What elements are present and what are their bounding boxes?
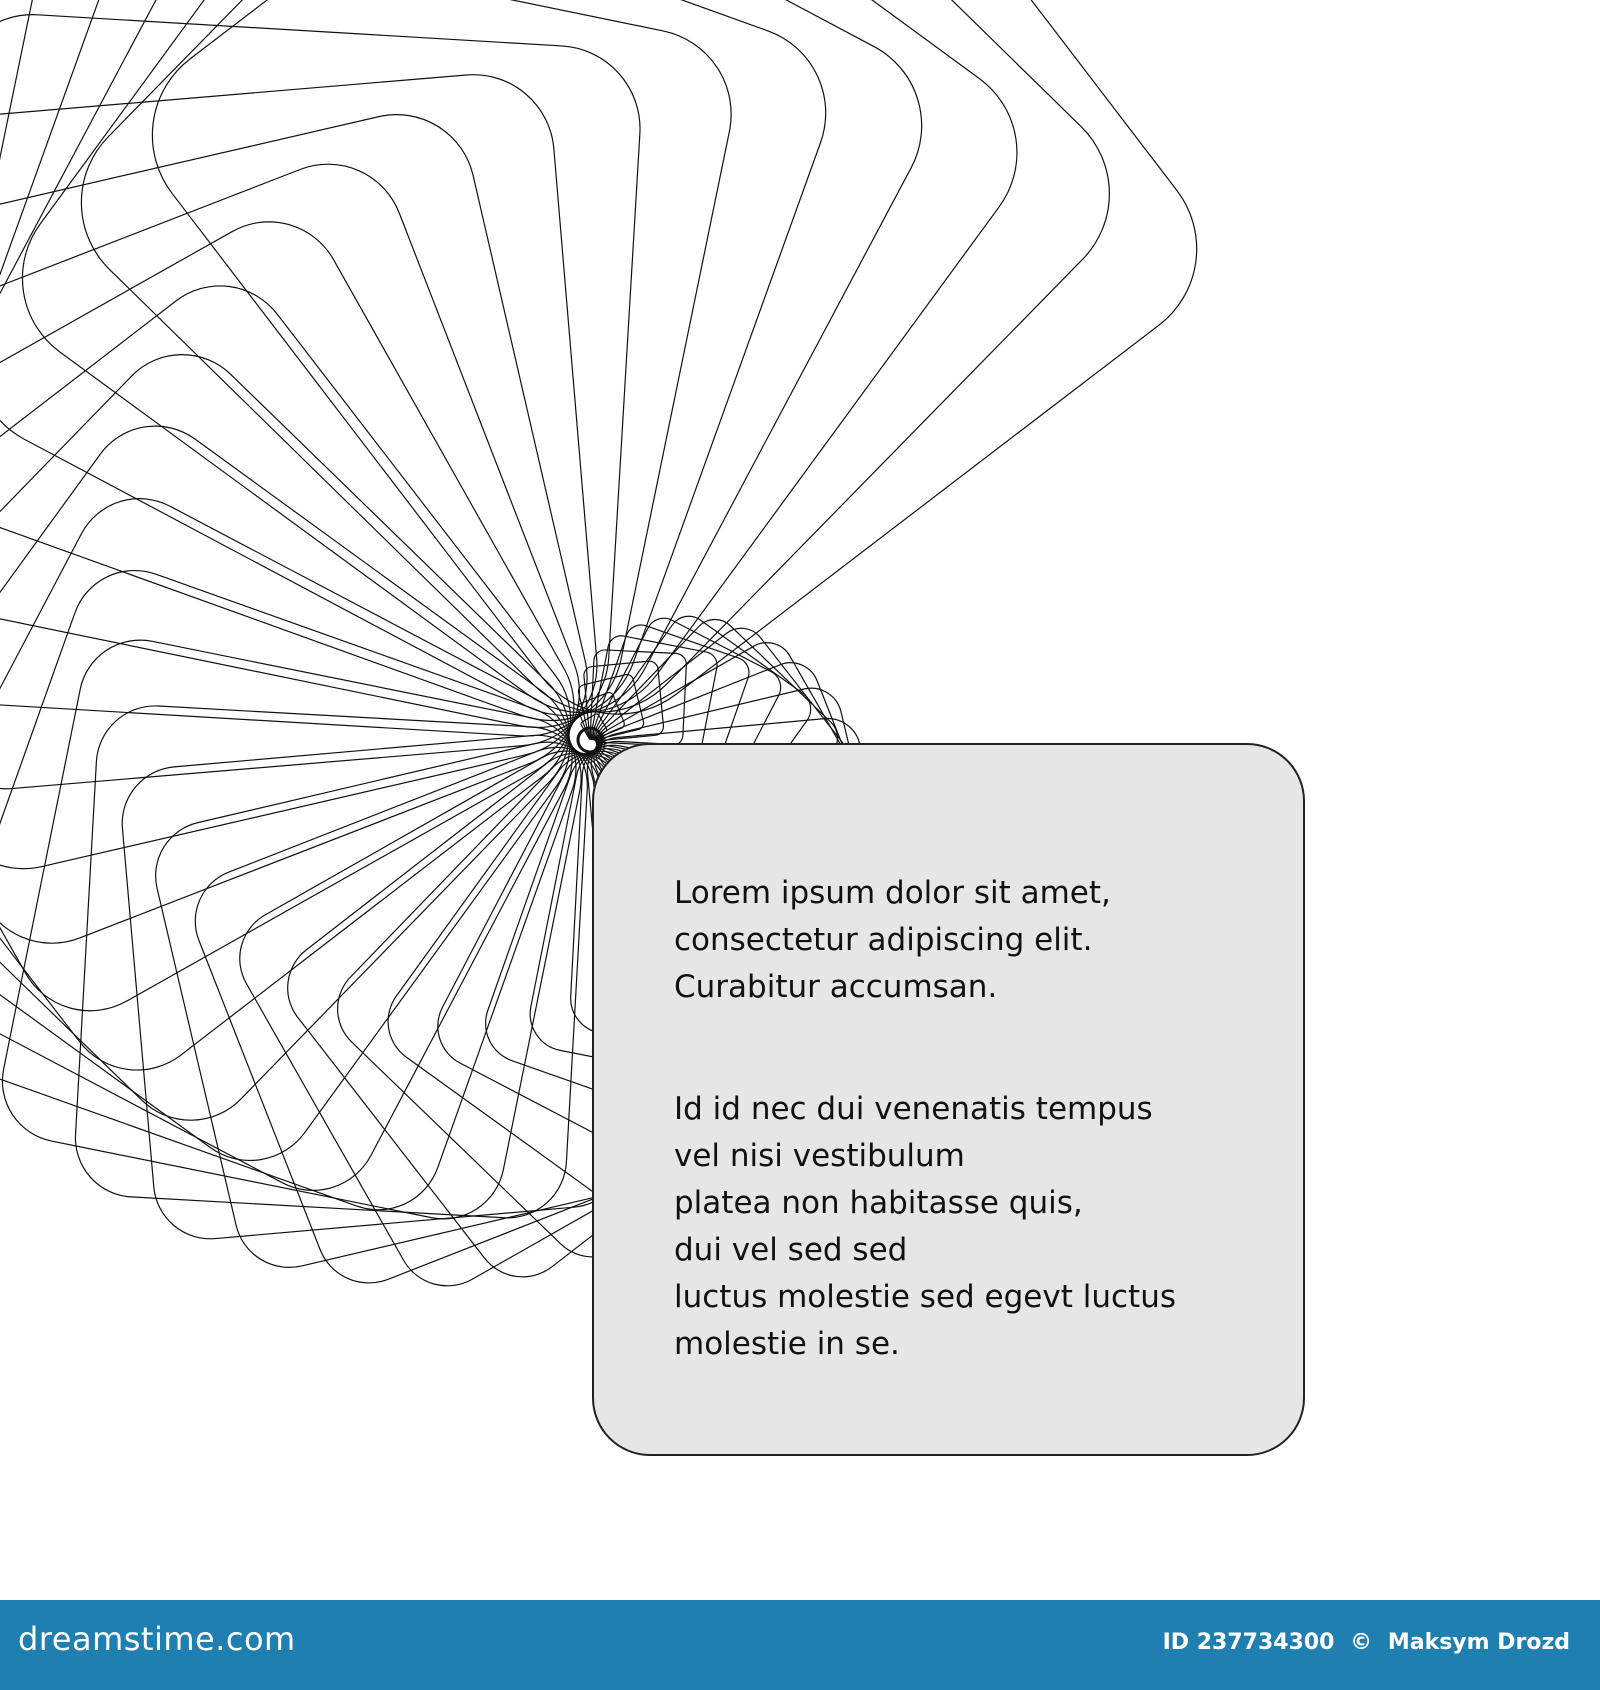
text-card [592,743,1305,1456]
spiral-square [0,0,953,747]
spiral-square [0,142,602,966]
spiral-square [0,0,850,745]
spiral-square [0,0,1053,749]
paragraph-1-line: Lorem ipsum dolor sit amet, [674,875,1111,911]
brand-logo-text[interactable]: dreamstime.com [18,1620,296,1658]
paragraph-1 [674,870,1274,1011]
footer-bar [0,1600,1600,1690]
paragraph-2-line: luctus molestie sed egevt luctus [674,1279,1176,1315]
image-id: ID 237734300 [1162,1630,1335,1655]
spiral-square [0,195,601,1038]
spiral-square [0,10,645,741]
paragraph-2-line: dui vel sed sed [674,1232,908,1268]
spiral-square [0,629,592,1229]
paragraph-2-line: vel nisi vestibulum [674,1138,965,1174]
paragraph-1-line: Curabitur accumsan. [674,969,998,1005]
spiral-square [0,68,603,795]
spiral-square [0,399,597,1187]
spiral-square [0,257,600,1099]
paragraph-1-line: consectetur adipiscing elit. [674,922,1093,958]
spiral-square [117,731,630,1244]
image-credit [1163,1630,1570,1655]
copyright-icon: © [1350,1630,1373,1655]
paragraph-2-line: platea non habitasse quis, [674,1185,1083,1221]
paragraph-2-line: Id id nec dui venenatis tempus [674,1091,1153,1127]
paragraph-2-line: molestie in se. [674,1326,900,1362]
spiral-square [0,0,747,743]
paragraph-2 [674,1086,1274,1368]
author-name: Maksym Drozd [1387,1630,1570,1655]
spiral-square [0,99,603,884]
